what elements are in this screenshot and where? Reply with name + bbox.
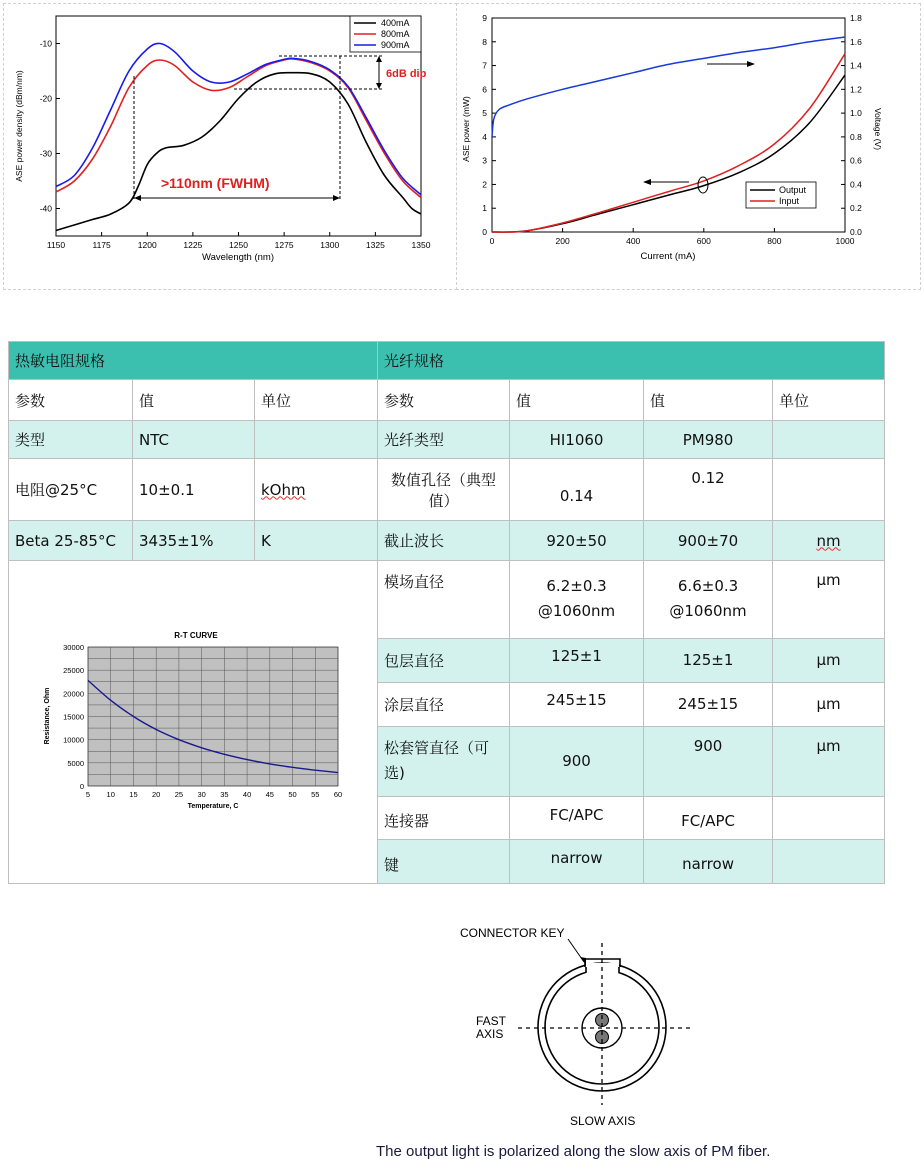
rt-curve-cell [9,561,378,884]
power-y-tick-label: 6 [482,84,487,95]
power-y-tick-label: 4 [482,131,487,142]
power-y-tick-label: 7 [482,60,487,71]
rt-x-tick-label: 45 [265,790,274,799]
power-legend [746,182,816,208]
fiber-cell: 包层直径 [378,638,510,682]
ase-spectrum-panel [3,3,457,290]
power-y-tick-label: 2 [482,179,487,190]
rt-x-tick-label: 35 [220,790,229,799]
power-x-tick-label: 1000 [835,236,855,246]
power-series-output [492,75,845,232]
fiber-cell [773,459,885,521]
rt-curve-title: R-T CURVE [174,631,218,640]
thermistor-cell [255,459,378,521]
spectrum-series-400mA [56,73,421,231]
power-x-tick-label: 0 [489,236,495,246]
power-y-tick-label: 5 [482,108,487,119]
rt-y-tick-label: 0 [79,782,84,791]
rt-x-tick-label: 50 [288,790,297,799]
fiber-cell: µm [773,561,885,639]
spectrum-x-tick-label: 1225 [183,240,203,250]
fiber-col-param: 参数 [378,380,510,421]
rt-y-tick-label: 30000 [63,643,84,652]
fiber-cell: 光纤类型 [378,421,510,459]
pm-fiber-cross-section [370,915,840,1169]
spectrum-y-tick-label: -20 [39,93,52,104]
dip-label: 6dB dip [386,68,427,80]
spectrum-x-tick-label: 1325 [365,240,385,250]
power-y2-tick-label: 1.4 [850,60,862,71]
thermistor-header: 热敏电阻规格 [9,342,378,380]
fiber-cell: 900±70 [644,521,773,561]
fiber-cell: 0.14 [510,459,644,521]
fiber-cell: 245±15 [510,683,644,726]
rt-x-axis-label: Temperature, C [187,803,239,810]
power-y2-tick-label: 0.6 [850,155,862,166]
fiber-cell: 6.2±0.3 @1060nm [510,561,644,639]
spectrum-legend [350,16,421,52]
fiber-col-value-2: 值 [644,380,773,421]
rt-y-tick-label: 20000 [63,689,84,699]
thermistor-cell: 电阻@25°C [9,459,133,521]
power-y-tick-label: 3 [482,155,487,166]
fiber-cell: 125±1 [510,638,644,682]
rt-x-tick-label: 20 [152,790,161,799]
thermistor-cell: 3435±1% [133,521,255,561]
dip-arrow-bottom-head [376,83,382,89]
pm-caption: The output light is polarized along the slow axis of PM fiber. [376,1143,771,1160]
rt-y-tick-label: 15000 [63,712,84,722]
fiber-cell [773,797,885,839]
fast-axis-label [476,1014,507,1041]
power-x-tick-label: 800 [767,236,782,246]
fiber-cell: 900 [510,726,644,797]
power-y2-tick-label: 0.2 [850,203,862,214]
dip-arrow-top-head [376,56,382,62]
power-y-tick-label: 8 [482,36,487,47]
spectrum-x-tick-label: 1200 [137,240,157,250]
power-y2-tick-label: 0.4 [850,179,862,190]
fwhm-arrow-left-head [134,195,141,201]
legend-400ma: 400mA [381,18,410,28]
rt-y-tick-label: 10000 [63,735,84,745]
thermistor-cell: 10±0.1 [133,459,255,521]
power-y2-tick-label: 1.0 [850,108,862,119]
fiber-cell: µm [773,638,885,682]
section-header-row [9,342,885,380]
fiber-cell: 涂层直径 [378,683,510,726]
fiber-cell: narrow [510,839,644,883]
fiber-cell: 0.12 [644,459,773,521]
ase-power-panel [456,3,921,290]
fiber-cell: PM980 [644,421,773,459]
thermistor-cell: K [255,521,378,561]
power-series-voltage [492,37,845,137]
power-x-axis-label: Current (mA) [640,251,696,262]
power-y2-axis-label: Voltage (V) [873,107,883,151]
fast-axis-label-line: AXIS [476,1027,504,1041]
power-y2-tick-label: 0.0 [850,227,862,237]
fiber-header: 光纤规格 [378,342,885,380]
fiber-cell: FC/APC [644,797,773,839]
fiber-cell: µm [773,726,885,797]
fiber-cell [773,521,885,561]
fiber-cell: 900 [644,726,773,797]
rt-y-tick-label: 5000 [67,758,84,768]
fiber-col-value-1: 值 [510,380,644,421]
rt-y-axis-label: Resistance, Ohm [44,687,51,745]
power-y-tick-label: 1 [482,203,487,214]
fiber-cell [773,421,885,459]
power-y-tick-label: 0 [482,227,487,237]
table-row [9,561,885,639]
rt-x-tick-label: 5 [85,790,91,799]
fiber-cell: narrow [644,839,773,883]
thermistor-col-unit: 单位 [255,380,378,421]
fiber-cell: 截止波长 [378,521,510,561]
legend-800ma: 800mA [381,29,410,39]
fwhm-arrow-right-head [333,195,340,201]
table-row [9,421,885,459]
spectrum-x-tick-label: 1175 [92,240,111,250]
rt-x-tick-label: 15 [129,790,138,799]
thermistor-cell: NTC [133,421,255,459]
spectrum-x-tick-label: 1350 [411,240,431,250]
spectrum-series-900mA [56,43,421,194]
spec-table [8,341,885,884]
rt-x-tick-label: 10 [106,790,115,799]
table-row [9,521,885,561]
spectrum-x-tick-label: 1150 [46,240,66,250]
fiber-cell: 6.6±0.3 @1060nm [644,561,773,639]
power-y2-tick-label: 0.8 [850,131,862,142]
spectrum-x-tick-label: 1300 [320,240,340,250]
thermistor-cell: 类型 [9,421,133,459]
connector-key-label: CONNECTOR KEY [460,926,565,940]
spectrum-x-tick-label: 1275 [274,240,294,250]
spectrum-y-tick-label: -10 [39,38,52,49]
table-row [9,459,885,521]
power-y-axis-label: ASE power (mW) [461,96,471,162]
spectrum-y-axis-label: ASE power density (dBm/nm) [14,70,24,182]
fiber-cell: 920±50 [510,521,644,561]
fiber-cell [773,839,885,883]
rt-x-tick-label: 40 [242,790,252,799]
power-y-tick-label: 9 [482,13,487,23]
spectrum-y-tick-label: -30 [39,148,52,159]
power-y2-tick-label: 1.8 [850,13,862,23]
ase-spectrum-chart [4,4,456,289]
rt-x-tick-label: 55 [311,790,320,799]
power-y2-tick-label: 1.2 [850,84,862,95]
thermistor-cell: Beta 25-85°C [9,521,133,561]
pm-fiber-diagram [370,915,840,1169]
fast-axis-label-line: FAST [476,1014,507,1028]
fiber-cell: FC/APC [510,797,644,839]
thermistor-col-value: 值 [133,380,255,421]
rt-curve-chart [9,561,377,879]
fiber-col-unit: 单位 [773,380,885,421]
slow-axis-label: SLOW AXIS [570,1114,636,1128]
unit-nm: nm [816,531,841,550]
ase-power-chart [457,4,920,289]
fiber-cell: 松套管直径（可选) [378,726,510,797]
legend-900ma: 900mA [381,40,410,50]
rt-x-tick-label: 60 [333,790,343,799]
rt-x-tick-label: 25 [174,790,184,799]
power-y2-tick-label: 1.6 [850,36,862,47]
fiber-cell: 数值孔径（典型值） [378,459,510,521]
power-x-tick-label: 600 [696,236,711,246]
fiber-cell: 键 [378,839,510,883]
legend-output: Output [779,185,807,195]
legend-input: Input [779,196,800,206]
fiber-cell: 245±15 [644,683,773,726]
column-header-row [9,380,885,421]
rt-x-tick-label: 30 [197,790,206,799]
fiber-cell: 模场直径 [378,561,510,639]
spectrum-x-axis-label: Wavelength (nm) [202,252,274,263]
spectrum-y-tick-label: -40 [39,203,52,214]
fiber-cell: µm [773,683,885,726]
fiber-cell: 连接器 [378,797,510,839]
voltage-axis-arrow-head [747,61,755,67]
thermistor-col-param: 参数 [9,380,133,421]
rt-y-tick-label: 25000 [63,666,84,676]
thermistor-cell [255,421,378,459]
fwhm-label: >110nm (FWHM) [161,175,270,191]
spectrum-x-tick-label: 1250 [229,240,248,250]
power-axis-arrow-head [643,179,651,185]
power-x-tick-label: 200 [555,236,570,246]
unit-kohm: kOhm [261,480,306,499]
power-x-tick-label: 400 [626,236,641,246]
fiber-cell: HI1060 [510,421,644,459]
fiber-cell: 125±1 [644,638,773,682]
